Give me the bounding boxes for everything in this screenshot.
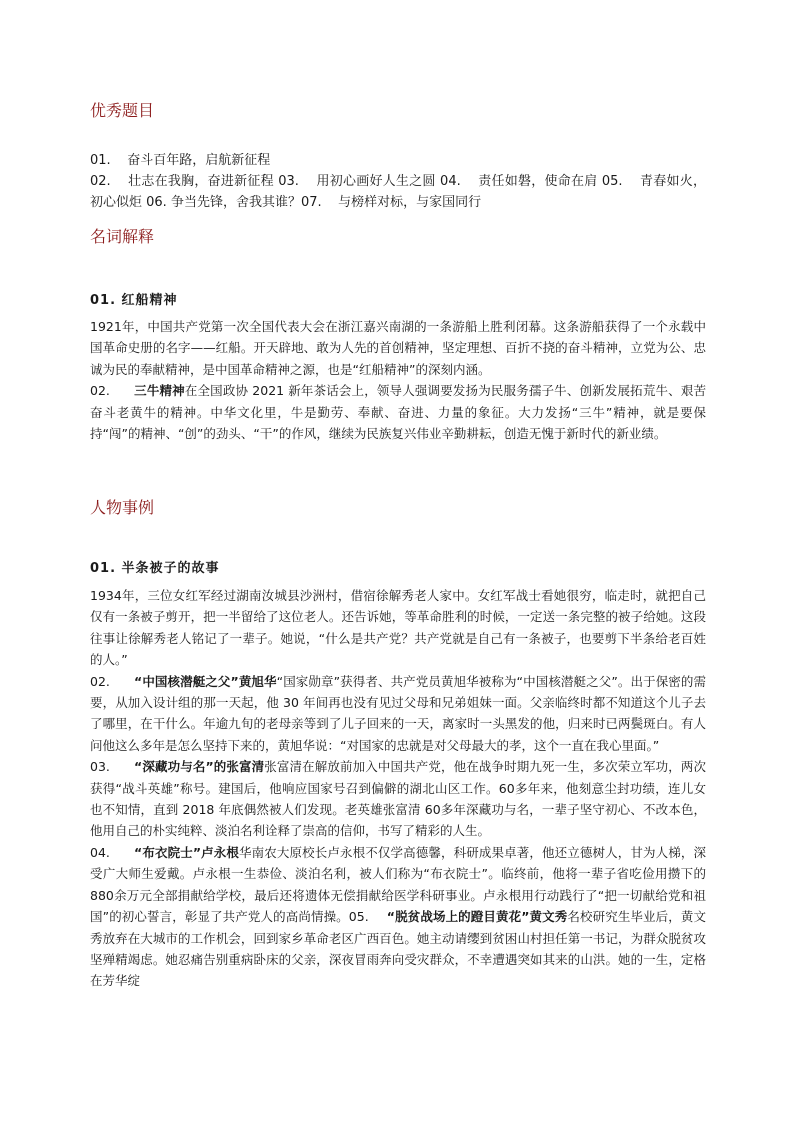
people-text-huang-wenxiu: 名校研究生毕业后，黄文秀放弃在大城市的工作机会，回到家乡革命老区广西百色。她主动请缨到贫困山村担任第一书记，为群众脱贫攻坚殚精竭虑。她忍痛告别重病卧床的父亲，深夜冒雨奔向受灾群众，不幸遭遇突如其来的山洪。她的一生，定格在芳华绽 — [90, 909, 706, 989]
people-text-half-quilt: 1934年，三位女红军经过湖南汝城县沙洲村，借宿徐解秀老人家中。女红军战士看她很穷，临走时，就把自己仅有一条被子剪开，把一半留给了这位老人。还告诉她，等革命胜利的时候，一定送一条完整的被子给她。这段往事让徐解秀老人铭记了一辈子。她说，“什么是共产党？共产党就是自己有一条被子，也要剪下半条给老百姓的人。” — [90, 588, 706, 668]
title-list — [90, 150, 706, 213]
people-heading-half-quilt: 01. 半条被子的故事 — [90, 561, 220, 576]
people-text-zhang-fuqing: 张富清在解放前加入中国共产党，他在战争时期九死一生，多次荣立军功，两次获得“战斗英雄”称号。建国后，他响应国家号召到偏僻的湖北山区工作。60多年来，他刻意尘封功绩，连儿女也不知情，直到 2018 年底偶然被人们发现。老英雄张富清 60多年深藏功与名，一辈子坚守初心、不改本色，他用自己的朴实纯粹、淡泊名利诠释了崇高的信仰，书写了精彩的人生。 — [90, 759, 706, 839]
term-title-three-cattle: 三牛精神 — [134, 383, 185, 399]
people-number: 04. — [90, 844, 110, 860]
people-number: 03. — [90, 759, 110, 775]
people-text-lu-yonggen: 华南农大原校长卢永根不仅学高德馨，科研成果卓著，他还立德树人，甘为人梯，深受广大师生爱戴。卢永根一生恭俭、淡泊名利，被人们称为“布衣院士”。临终前，他将一辈子省吃俭用攒下的880余万元全部捐献给学校，最后还将遗体无偿捐献给医学科研事业。卢永根用行动践行了“把一切献给党和祖国”的初心誓言，彰显了共产党人的高尚情操。 — [90, 844, 706, 925]
title-line-1: 01. 奋斗百年路，启航新征程 — [90, 153, 271, 168]
people-number: 05. — [348, 909, 369, 925]
term-text-red-boat: 1921年，中国共产党第一次全国代表大会在浙江嘉兴南湖的一条游船上胜利闭幕。这条游船获得了一个永载中国革命史册的名字——红船。开天辟地、敢为人先的首创精神，坚定理想、百折不挠的奋斗精神，立党为公、忠诚为民的奉献精神，是中国革命精神之源，也是“红船精神”的深刻内涵。 — [90, 319, 706, 377]
term-number: 02. — [90, 383, 110, 399]
people-title-lu-yonggen: “布衣院士”卢永根 — [134, 844, 240, 860]
people-title-huang-xuhua: “中国核潜艇之父”黄旭华 — [134, 673, 277, 689]
term-heading-red-boat: 01. 红船精神 — [90, 293, 178, 308]
terms-block — [90, 316, 706, 444]
people-zhang-fuqing — [90, 756, 706, 842]
title-line-2: 02. 壮志在我胸，奋进新征程 03. 用初心画好人生之圆 04. 责任如磐，使命在肩 05. 青春如火，初心似炬 06. 争当先锋，舍我其谁？07. 与榜样对标，与家国同行 — [90, 174, 706, 210]
people-title-huang-wenxiu: “脱贫战场上的蹬目黄花”黄文秀 — [386, 909, 568, 925]
people-text-huang-xuhua: “国家勋章”获得者、共产党员黄旭华被称为“中国核潜艇之父”。出于保密的需要，从加入设计组的那一天起，他 30 年间再也没有见过父母和兄弟姐妹一面。父亲临终时都不知道这个儿子去了哪里，在干什么。年逾九旬的老母亲等到了儿子回来的一天，离家时一头黑发的他，归来时已两鬓斑白。有人问他这么多年是怎么坚持下来的，黄旭华说：“对国家的忠就是对父母最大的孝，这个一直在我心里面。” — [90, 673, 706, 753]
people-lu-yonggen — [90, 842, 706, 992]
section-heading-titles: 优秀题目 — [90, 101, 155, 120]
section-heading-people: 人物事例 — [90, 498, 155, 517]
people-block — [90, 585, 706, 992]
term-three-cattle — [90, 380, 706, 444]
people-huang-xuhua — [90, 671, 706, 757]
people-number: 02. — [90, 673, 110, 689]
term-text-three-cattle: 在全国政协 2021 新年茶话会上，领导人强调要发扬为民服务孺子牛、创新发展拓荒牛、艰苦奋斗老黄牛的精神。中华文化里，牛是勤劳、奉献、奋进、力量的象征。大力发扬“三牛”精神，就是要保持“闯”的精神、“创”的劲头、“干”的作风，继续为民族复兴伟业辛勤耕耘，创造无愧于新时代的新业绩。 — [90, 383, 706, 442]
section-heading-terms: 名词解释 — [90, 227, 155, 246]
people-title-zhang-fuqing: “深藏功与名”的张富清 — [134, 759, 265, 775]
